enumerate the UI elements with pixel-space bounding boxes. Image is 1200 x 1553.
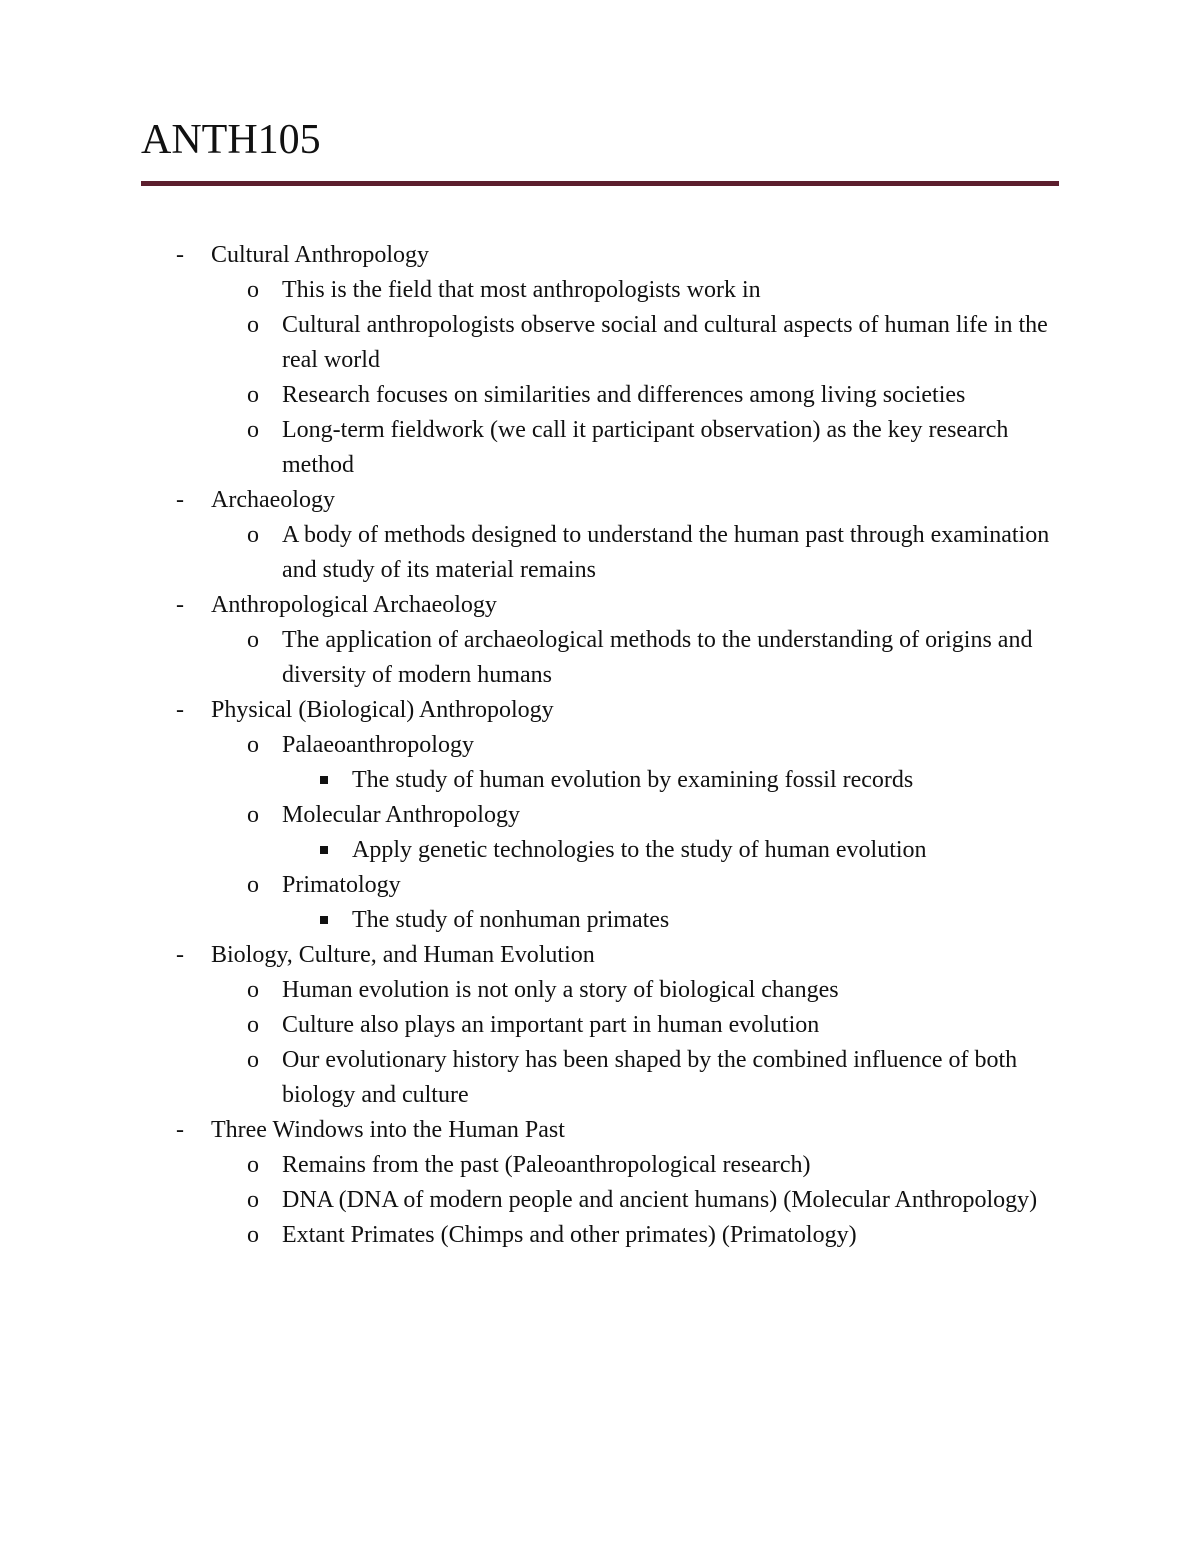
section-heading: Biology, Culture, and Human Evolution [211,942,595,968]
section-heading: Cultural Anthropology [211,242,429,268]
square-bullet-icon [320,846,328,854]
list-item [0,1008,1200,1043]
list-item [0,868,1200,903]
sub-list-item-text: The study of nonhuman primates [352,907,670,933]
section-heading: Three Windows into the Human Past [211,1117,565,1143]
list-item-text: The application of archaeological methods to the understanding of origins and diversity of modern humans [282,627,1033,688]
circle-bullet-icon: o [247,277,259,303]
list-item-text: Culture also plays an important part in human evolution [282,1012,820,1038]
section-heading: Anthropological Archaeology [211,592,497,618]
section-heading-row [0,588,1200,623]
list-item [0,798,1200,833]
section-heading: Physical (Biological) Anthropology [211,697,554,723]
list-item [0,378,1200,413]
circle-bullet-icon: o [247,872,259,898]
list-item [0,728,1200,763]
list-item [0,1148,1200,1183]
list-item-text: Research focuses on similarities and differences among living societies [282,382,966,408]
list-item-text: Cultural anthropologists observe social and cultural aspects of human life in the real world [282,312,1048,373]
circle-bullet-icon: o [247,802,259,828]
list-item-text: Remains from the past (Paleoanthropological research) [282,1152,811,1178]
circle-bullet-icon: o [247,312,259,338]
list-item-text: Palaeoanthropology [282,732,474,758]
title-divider [141,181,1059,186]
list-item [0,1043,1200,1113]
list-item-text: DNA (DNA of modern people and ancient humans) (Molecular Anthropology) [282,1187,1038,1213]
list-item [0,518,1200,588]
circle-bullet-icon: o [247,417,259,443]
square-bullet-icon [320,916,328,924]
circle-bullet-icon: o [247,732,259,758]
dash-bullet-icon: - [176,487,184,513]
sub-list-item-text: Apply genetic technologies to the study of human evolution [352,837,927,863]
list-item [0,973,1200,1008]
circle-bullet-icon: o [247,1047,259,1073]
list-item-text: Extant Primates (Chimps and other primates) (Primatology) [282,1222,857,1248]
circle-bullet-icon: o [247,1187,259,1213]
list-item-text: Human evolution is not only a story of biological changes [282,977,839,1003]
circle-bullet-icon: o [247,382,259,408]
list-item-text: This is the field that most anthropologists work in [282,277,761,303]
list-item [0,413,1200,483]
section-heading-row [0,693,1200,728]
square-bullet-icon [320,776,328,784]
sub-list-item-text: The study of human evolution by examining fossil records [352,767,914,793]
notes-outline [0,238,1200,1253]
section-heading-row [0,483,1200,518]
dash-bullet-icon: - [176,592,184,618]
page-title: ANTH105 [141,117,321,163]
dash-bullet-icon: - [176,697,184,723]
list-item [0,1218,1200,1253]
circle-bullet-icon: o [247,1012,259,1038]
circle-bullet-icon: o [247,627,259,653]
circle-bullet-icon: o [247,1152,259,1178]
list-item-text: Our evolutionary history has been shaped by the combined influence of both biology and culture [282,1047,1018,1108]
dash-bullet-icon: - [176,242,184,268]
section-heading-row [0,238,1200,273]
dash-bullet-icon: - [176,1117,184,1143]
section-heading-row [0,938,1200,973]
list-item-text: Primatology [282,872,401,898]
list-item [0,308,1200,378]
circle-bullet-icon: o [247,1222,259,1248]
dash-bullet-icon: - [176,942,184,968]
sub-list-item [0,763,1200,798]
list-item-text: A body of methods designed to understand the human past through examination and study of its material remains [282,522,1050,583]
circle-bullet-icon: o [247,977,259,1003]
list-item [0,273,1200,308]
sub-list-item [0,833,1200,868]
list-item-text: Molecular Anthropology [282,802,520,828]
list-item-text: Long-term fieldwork (we call it participant observation) as the key research method [282,417,1009,478]
list-item [0,1183,1200,1218]
section-heading: Archaeology [211,487,335,513]
circle-bullet-icon: o [247,522,259,548]
list-item [0,623,1200,693]
section-heading-row [0,1113,1200,1148]
sub-list-item [0,903,1200,938]
